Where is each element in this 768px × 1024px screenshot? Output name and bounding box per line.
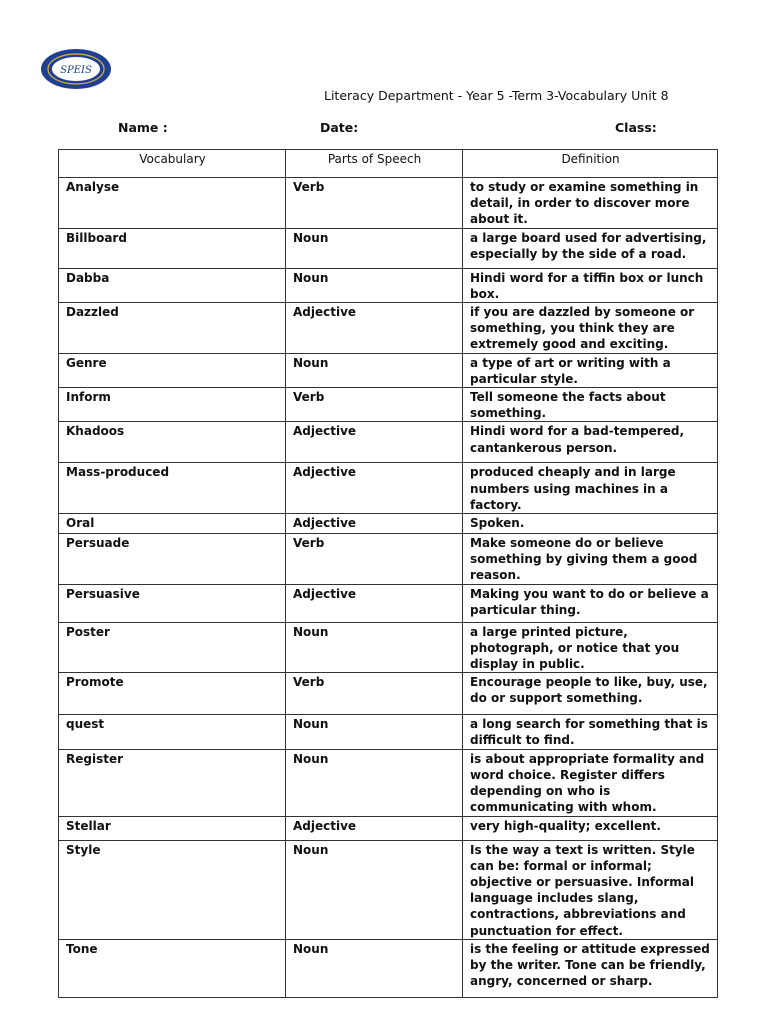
vocabulary-cell: Promote — [59, 673, 286, 715]
part-of-speech-cell: Adjective — [286, 584, 463, 622]
vocabulary-cell: Billboard — [59, 228, 286, 268]
definition-cell: if you are dazzled by someone or something, you think they are extremely good and exciting. — [463, 303, 718, 354]
table-row — [59, 514, 718, 534]
part-of-speech-cell: Noun — [286, 939, 463, 997]
definition-cell: to study or examine something in detail, in order to discover more about it. — [463, 178, 718, 229]
table-row — [59, 353, 718, 387]
table-row — [59, 715, 718, 749]
vocabulary-cell: Tone — [59, 939, 286, 997]
part-of-speech-cell: Noun — [286, 268, 463, 302]
part-of-speech-cell: Noun — [286, 749, 463, 816]
part-of-speech-cell: Noun — [286, 353, 463, 387]
definition-cell: Hindi word for a bad-tempered, cantankerous person. — [463, 422, 718, 463]
table-row — [59, 228, 718, 268]
table-row — [59, 939, 718, 997]
definition-cell: a type of art or writing with a particular style. — [463, 353, 718, 387]
part-of-speech-cell: Adjective — [286, 463, 463, 514]
definition-cell: Is the way a text is written. Style can be: formal or informal; objective or persuasive. Informal language includes slang, contractions, abbreviations and punctuation for effect. — [463, 840, 718, 939]
vocabulary-cell: Style — [59, 840, 286, 939]
part-of-speech-cell: Adjective — [286, 422, 463, 463]
part-of-speech-cell: Noun — [286, 228, 463, 268]
vocabulary-table — [58, 149, 718, 998]
vocabulary-cell: Oral — [59, 514, 286, 534]
definition-cell: a large board used for advertising, especially by the side of a road. — [463, 228, 718, 268]
part-of-speech-cell: Verb — [286, 178, 463, 229]
table-row — [59, 178, 718, 229]
table-row — [59, 422, 718, 463]
vocabulary-cell: Persuasive — [59, 584, 286, 622]
vocabulary-cell: Dazzled — [59, 303, 286, 354]
part-of-speech-cell: Noun — [286, 715, 463, 749]
date-label: Date: — [320, 120, 359, 135]
definition-cell: a long search for something that is difficult to find. — [463, 715, 718, 749]
part-of-speech-cell: Adjective — [286, 303, 463, 354]
page-title: Literacy Department - Year 5 -Term 3-Vocabulary Unit 8 — [324, 88, 669, 103]
vocabulary-cell: Khadoos — [59, 422, 286, 463]
table-row — [59, 673, 718, 715]
table-row — [59, 749, 718, 816]
name-label: Name : — [118, 120, 168, 135]
part-of-speech-cell: Verb — [286, 534, 463, 585]
table-row — [59, 816, 718, 840]
part-of-speech-cell: Adjective — [286, 816, 463, 840]
vocabulary-cell: Analyse — [59, 178, 286, 229]
table-row — [59, 840, 718, 939]
definition-cell: a large printed picture, photograph, or notice that you display in public. — [463, 622, 718, 673]
definition-cell: Tell someone the facts about something. — [463, 388, 718, 422]
column-header-parts-of-speech: Parts of Speech — [286, 150, 463, 178]
logo-text: SPEIS — [60, 65, 92, 76]
definition-cell: Making you want to do or believe a particular thing. — [463, 584, 718, 622]
school-logo — [40, 48, 112, 90]
part-of-speech-cell: Noun — [286, 622, 463, 673]
column-header-vocabulary: Vocabulary — [59, 150, 286, 178]
definition-cell: Spoken. — [463, 514, 718, 534]
vocabulary-cell: Poster — [59, 622, 286, 673]
definition-cell: Encourage people to like, buy, use, do or support something. — [463, 673, 718, 715]
definition-cell: is the feeling or attitude expressed by the writer. Tone can be friendly, angry, concerned or sharp. — [463, 939, 718, 997]
vocabulary-cell: Stellar — [59, 816, 286, 840]
class-label: Class: — [615, 120, 657, 135]
part-of-speech-cell: Verb — [286, 388, 463, 422]
table-row — [59, 303, 718, 354]
vocabulary-cell: Inform — [59, 388, 286, 422]
part-of-speech-cell: Adjective — [286, 514, 463, 534]
definition-cell: is about appropriate formality and word choice. Register differs depending on who is communicating with whom. — [463, 749, 718, 816]
table-row — [59, 463, 718, 514]
table-row — [59, 584, 718, 622]
definition-cell: Make someone do or believe something by giving them a good reason. — [463, 534, 718, 585]
table-row — [59, 534, 718, 585]
vocabulary-cell: quest — [59, 715, 286, 749]
vocabulary-cell: Genre — [59, 353, 286, 387]
table-row — [59, 388, 718, 422]
vocabulary-cell: Dabba — [59, 268, 286, 302]
table-row — [59, 268, 718, 302]
vocabulary-cell: Register — [59, 749, 286, 816]
definition-cell: very high-quality; excellent. — [463, 816, 718, 840]
vocabulary-cell: Persuade — [59, 534, 286, 585]
part-of-speech-cell: Noun — [286, 840, 463, 939]
table-row — [59, 622, 718, 673]
column-header-definition: Definition — [463, 150, 718, 178]
vocabulary-cell: Mass-produced — [59, 463, 286, 514]
definition-cell: Hindi word for a tiffin box or lunch box. — [463, 268, 718, 302]
definition-cell: produced cheaply and in large numbers using machines in a factory. — [463, 463, 718, 514]
part-of-speech-cell: Verb — [286, 673, 463, 715]
table-header-row — [59, 150, 718, 178]
